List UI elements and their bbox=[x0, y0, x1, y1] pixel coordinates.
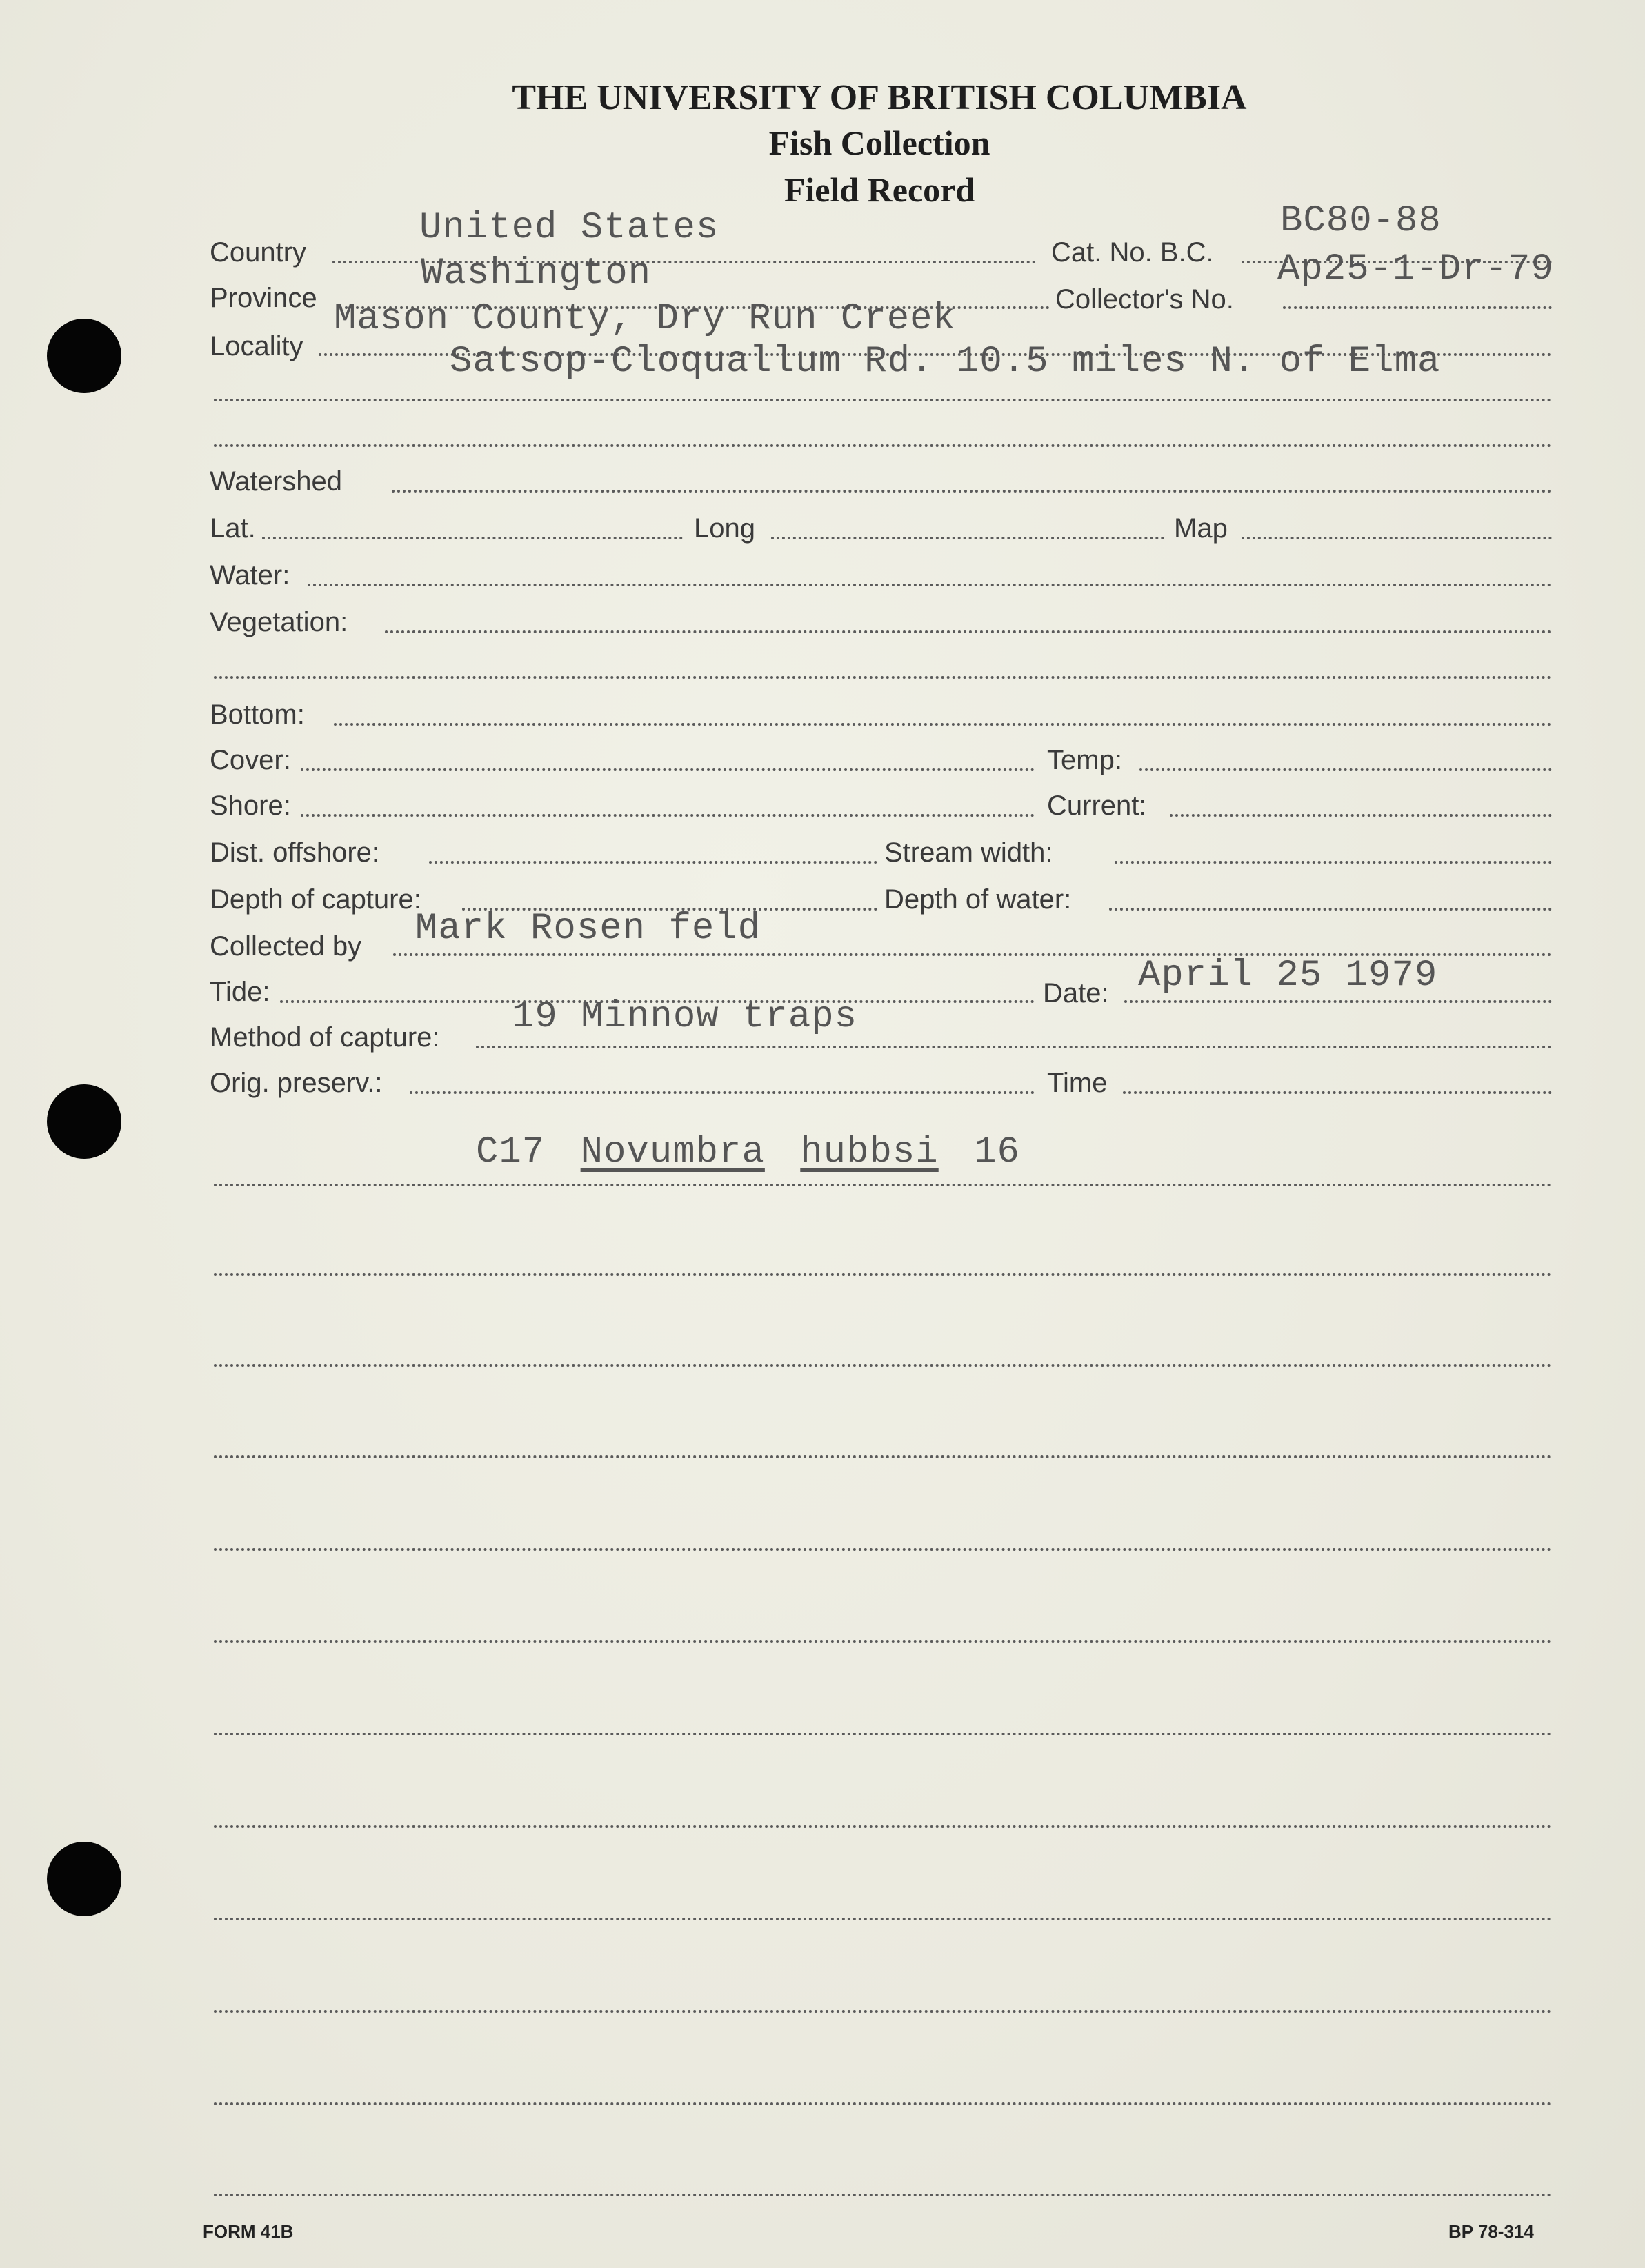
form-number: FORM 41B bbox=[203, 2221, 294, 2242]
map-line bbox=[1242, 537, 1552, 539]
long-line bbox=[771, 537, 1164, 539]
depth-capture-label: Depth of capture: bbox=[210, 884, 421, 915]
dist-offshore-label: Dist. offshore: bbox=[210, 837, 380, 868]
collected-by-value: Mark Rosen feld bbox=[415, 908, 761, 950]
cat-no-value: BC80-88 bbox=[1280, 200, 1442, 242]
notes-line-9 bbox=[214, 1918, 1552, 1920]
locality-value-2: Satsop-Cloquallum Rd. 10.5 miles N. of Elma bbox=[450, 341, 1441, 383]
record-type-title: Field Record bbox=[784, 170, 975, 209]
stream-width-label: Stream width: bbox=[884, 837, 1053, 868]
dist-offshore-line bbox=[429, 861, 877, 864]
specimen-code: C17 bbox=[476, 1131, 546, 1173]
method-value: 19 Minnow traps bbox=[512, 996, 858, 1038]
country-value: United States bbox=[419, 207, 719, 249]
method-line bbox=[476, 1046, 1552, 1048]
depth-water-line bbox=[1109, 908, 1552, 911]
watershed-label: Watershed bbox=[210, 466, 342, 497]
watershed-line bbox=[392, 490, 1552, 493]
country-label: Country bbox=[210, 237, 307, 268]
province-value: Washington bbox=[421, 252, 652, 295]
locality-line-2 bbox=[214, 399, 1552, 401]
binder-hole-top bbox=[47, 319, 121, 393]
specimen-species: hubbsi bbox=[800, 1131, 939, 1173]
vegetation-label: Vegetation: bbox=[210, 607, 348, 637]
cover-line bbox=[301, 768, 1035, 771]
collectors-no-value: Ap25-1-Dr-79 bbox=[1277, 248, 1554, 290]
shore-label: Shore: bbox=[210, 790, 291, 821]
temp-line bbox=[1139, 768, 1552, 771]
notes-line-4 bbox=[214, 1455, 1552, 1458]
binder-hole-bottom bbox=[47, 1842, 121, 1916]
print-code: BP 78-314 bbox=[1448, 2221, 1534, 2242]
bottom-line bbox=[334, 723, 1552, 726]
time-label: Time bbox=[1047, 1068, 1108, 1098]
stream-width-line bbox=[1115, 861, 1552, 864]
notes-line-1 bbox=[214, 1184, 1552, 1186]
collectors-no-label: Collector's No. bbox=[1055, 284, 1234, 315]
notes-line-7 bbox=[214, 1733, 1552, 1735]
cover-label: Cover: bbox=[210, 745, 291, 775]
specimen-count: 16 bbox=[974, 1131, 1020, 1173]
specimen-entry bbox=[476, 1131, 1020, 1173]
notes-line-10 bbox=[214, 2010, 1552, 2013]
orig-preserv-line bbox=[410, 1091, 1035, 1094]
notes-line-6 bbox=[214, 1640, 1552, 1643]
date-value: April 25 1979 bbox=[1138, 955, 1438, 997]
locality-line-3 bbox=[214, 444, 1552, 447]
time-line bbox=[1123, 1091, 1552, 1094]
date-line bbox=[1124, 1000, 1552, 1003]
water-line bbox=[308, 584, 1552, 586]
locality-value-1: Mason County, Dry Run Creek bbox=[334, 298, 956, 340]
lat-line bbox=[262, 537, 683, 539]
notes-line-11 bbox=[214, 2102, 1552, 2105]
vegetation-line-2 bbox=[214, 676, 1552, 679]
bottom-label: Bottom: bbox=[210, 699, 305, 730]
notes-line-5 bbox=[214, 1548, 1552, 1551]
long-label: Long bbox=[694, 513, 755, 544]
current-label: Current: bbox=[1047, 790, 1147, 821]
collectors-no-line bbox=[1283, 306, 1552, 309]
binder-hole-middle bbox=[47, 1084, 121, 1159]
notes-line-8 bbox=[214, 1825, 1552, 1828]
orig-preserv-label: Orig. preserv.: bbox=[210, 1068, 383, 1098]
depth-water-label: Depth of water: bbox=[884, 884, 1072, 915]
method-label: Method of capture: bbox=[210, 1022, 440, 1053]
notes-line-3 bbox=[214, 1364, 1552, 1367]
province-label: Province bbox=[210, 283, 317, 313]
lat-label: Lat. bbox=[210, 513, 256, 544]
shore-line bbox=[301, 814, 1035, 817]
locality-label: Locality bbox=[210, 331, 303, 361]
date-label: Date: bbox=[1043, 978, 1109, 1008]
collected-by-label: Collected by bbox=[210, 931, 362, 962]
temp-label: Temp: bbox=[1047, 745, 1122, 775]
institution-title: THE UNIVERSITY OF BRITISH COLUMBIA bbox=[512, 78, 1247, 117]
notes-line-2 bbox=[214, 1273, 1552, 1276]
map-label: Map bbox=[1174, 513, 1228, 544]
water-label: Water: bbox=[210, 560, 290, 590]
specimen-genus: Novumbra bbox=[580, 1131, 765, 1173]
tide-label: Tide: bbox=[210, 977, 270, 1007]
vegetation-line bbox=[385, 630, 1552, 633]
notes-line-12 bbox=[214, 2194, 1552, 2196]
current-line bbox=[1170, 814, 1552, 817]
cat-no-label: Cat. No. B.C. bbox=[1051, 237, 1214, 268]
collection-title: Fish Collection bbox=[768, 123, 990, 162]
